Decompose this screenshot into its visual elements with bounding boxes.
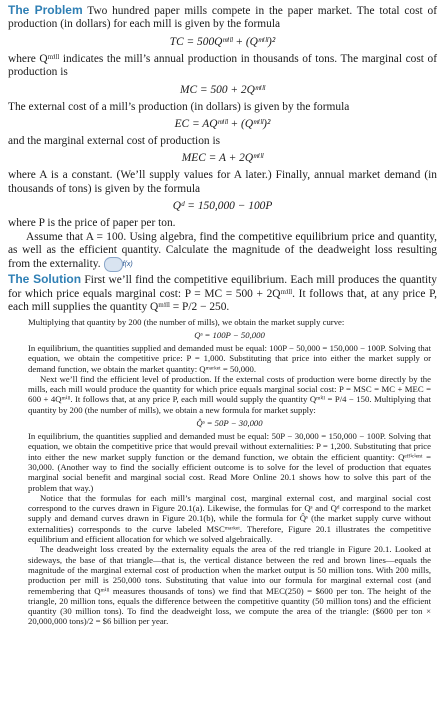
problem-heading: The Problem <box>8 3 83 17</box>
problem-question-text: Assume that A = 100. Using algebra, find the competitive equilibrium price and quantity, as well as the efficient quantity. Calculate the magnitude of the deadweight loss resulting from the externality. <box>8 230 437 271</box>
problem-paragraph-5: where A is a constant. (We’ll supply values for A later.) Finally, annual market demand (in thousands of tons) is given by the formula <box>8 169 437 195</box>
demand-equation: Qᵈ = 150,000 − 100P <box>172 200 273 213</box>
marginal-cost-equation: MC = 500 + 2Qᵐⁱˡˡ <box>179 83 265 96</box>
problem-paragraph-6: where P is the price of paper per ton. <box>8 217 176 230</box>
problem-paragraph-7 <box>8 231 437 273</box>
problem-paragraph-3: The external cost of a mill’s production (in dollars) is given by the formula <box>8 100 350 113</box>
marginal-external-cost-equation: MEC = A + 2Qᵐⁱˡˡ <box>181 152 264 165</box>
solution-paragraph-5: Notice that the formulas for each mill’s marginal cost, marginal external cost, and marginal social cost correspond to the curves drawn in Figure 20.1(a). Likewise, the formulas for Qˢ and Qᵈ correspond to the market supply and demand curves drawn in Figure 20.1(b), while the formula for Q̂ˢ (the market supply curve without externalities) corresponds to the curve labeled MSCᵐᵃʳᵏᵉᵗ. Therefore, Figure 20.1 illustrates the competitive equilibrium and efficient allocation for which we solved algebraically. <box>28 492 431 545</box>
worked-problem-fx-icon[interactable]: f(x) <box>104 257 123 272</box>
solution-paragraph-6: The deadweight loss created by the externality equals the area of the red triangle in Figure 20.1. Looked at sideways, the base of that triangle—that is, the vertical distance between the red and brown lines—equals the magnitude of the marginal external cost of production when the market output is 50 million tons. With 200 mills, production per mill is 250,000 tons. Substituting that value into our formula for marginal external cost (and remembering that Qᵐⁱˡˡ measures thousands of tons) we find that MEC(250) = $600 per ton. The height of the triangle, 20 million tons, equals the difference between the competitive quantity (50 million tons) and the efficient quantity (30 million tons). To find the deadweight loss, we compute the area of the triangle: ($600 per ton × 20,000,000 tons)/2 = $6 billion per year. <box>28 544 431 627</box>
efficient-supply-equation: Q̂ˢ = 50P − 30,000 <box>196 418 263 429</box>
problem-intro-paragraph <box>8 4 437 32</box>
problem-intro-text: Two hundred paper mills compete in the paper market. The total cost of production (in dollars) for each mill is given by the formula <box>8 5 437 31</box>
solution-heading: The Solution <box>8 272 82 287</box>
total-cost-equation: TC = 500Qᵐⁱˡˡ + (Qᵐⁱˡˡ)² <box>169 35 276 48</box>
solution-intro-paragraph <box>8 273 437 314</box>
solution-intro-text: First we’ll find the competitive equilibrium. Each mill produces the quantity for which price equals marginal cost: P = MC = 500 + 2Qᵐⁱˡˡ. It follows that, at any price P, each mill supplies the quantity Qᵐⁱˡˡ = P/2 − 250. <box>8 274 437 314</box>
solution-paragraph-1: Multiplying that quantity by 200 (the number of mills), we obtain the market supply curve: <box>28 316 345 327</box>
solution-paragraph-2: In equilibrium, the quantities supplied and demanded must be equal: 100P − 50,000 = 150,000 − 100P. Solving that equation, we obtain the competitive price: P = 1,000. Substituting that price into either the market supply or demand function, we obtain the market quantity: Qᵐᵃʳᵏᵉᵗ = 50,000. <box>28 342 431 374</box>
problem-paragraph-2: where Qᵐⁱˡˡ indicates the mill’s annual production in thousands of tons. The marginal cost of production is <box>8 52 437 79</box>
solution-body <box>8 317 437 627</box>
market-supply-equation: Qˢ = 100P − 50,000 <box>194 329 265 340</box>
external-cost-equation: EC = AQᵐⁱˡˡ + (Qᵐⁱˡˡ)² <box>174 118 271 131</box>
solution-paragraph-4: In equilibrium, the quantities supplied and demanded must be equal: 50P − 30,000 = 150,000 − 100P. Solving that equation, we obtain the competitive price that would prevail without externalities: P = 1,200. Substituting that price into either the new market supply function or the demand function, we obtain the efficient quantity: Qᵉᶠᶠⁱᶜⁱᵉⁿᵗ = 30,000. (Another way to find the socially efficient outcome is to solve for the level of production that equates marginal social benefit and marginal social cost. Read More Online 20.1 shows how to solve this part of the problem that way.) <box>28 431 431 493</box>
problem-paragraph-4: and the marginal external cost of production is <box>8 135 221 148</box>
solution-paragraph-3: Next we’ll find the efficient level of production. If the external costs of production were borne directly by the mills, each mill would produce the quantity for which price equals marginal social cost: P = MSC = MC + MEC = 600 + 4Qᵐⁱˡˡ. It follows that, at any price P, each mill would supply the quantity Qᵐⁱˡˡ = P/4 − 150. Multiplying that quantity by 200 (the number of mills), we obtain a new formula for market supply: <box>28 373 431 415</box>
